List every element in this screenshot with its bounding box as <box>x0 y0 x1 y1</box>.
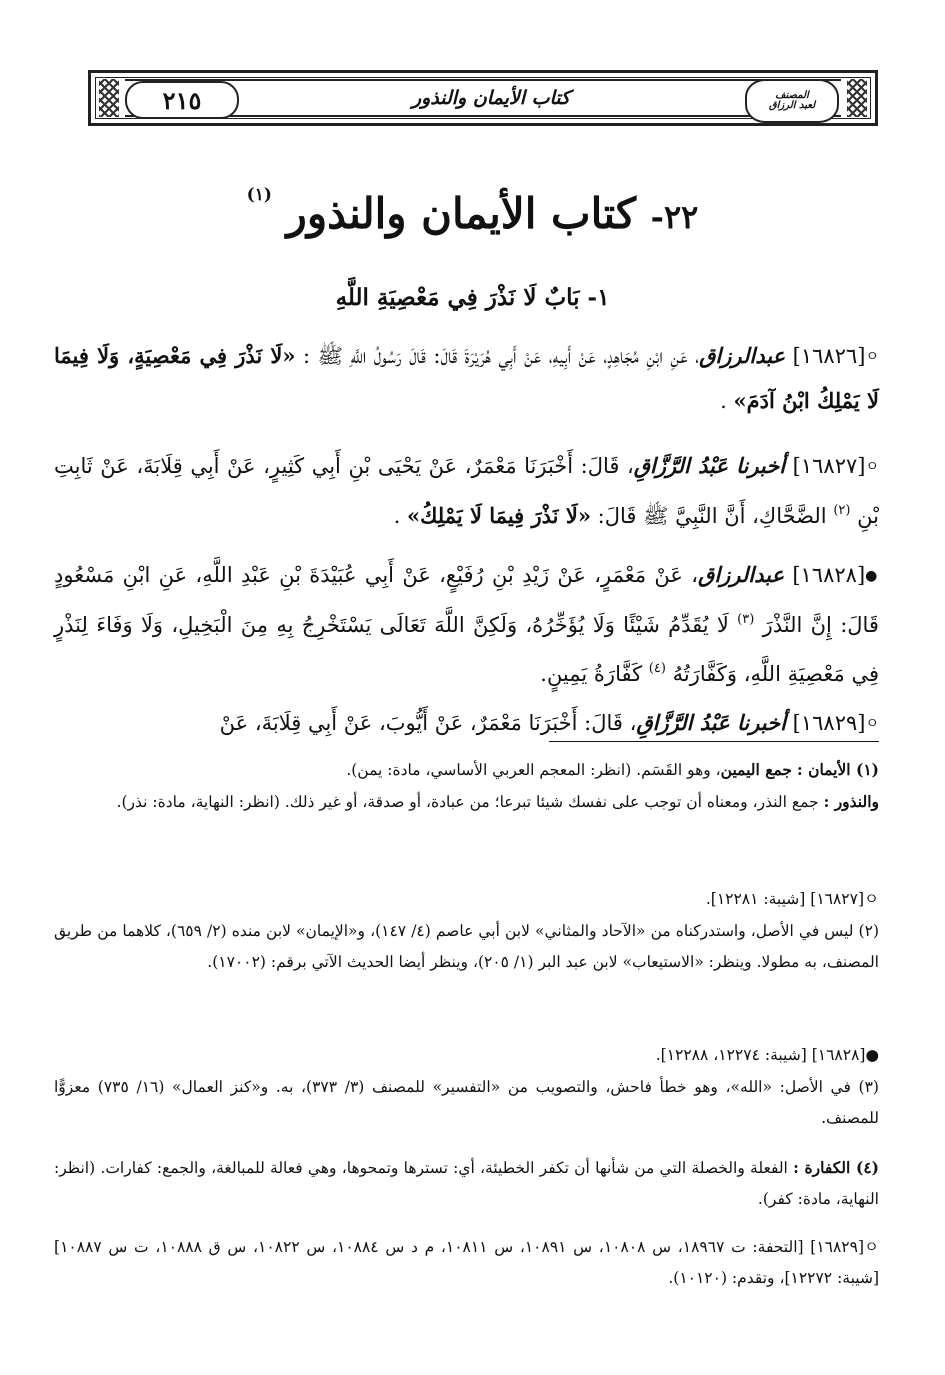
hadith-16826 <box>54 334 879 423</box>
publisher-seal <box>745 79 839 123</box>
footnote-label: ㅇ[١٦٨٢٧] <box>810 890 879 908</box>
hadith-text: ، قَالَ: أَخْبَرَنَا مَعْمَرٌ، عَنْ يَحْيَى بْنِ أَبِي كَثِيرٍ، عَنْ أَبِي قِلَابَةَ، عَنْ ثَابِتِ بْنِ <box>54 454 879 528</box>
hadith-tail: . <box>720 389 727 413</box>
hadith-16828 <box>54 553 879 696</box>
footnote-label: ㅇ[١٦٨٢٩] <box>810 1238 880 1256</box>
footnote-1b <box>54 786 879 818</box>
footnote-ref-16829 <box>54 1232 879 1294</box>
chapter-footnote-ref: (١) <box>246 185 272 205</box>
footnote-label: (٤) الكفارة : <box>793 1158 880 1177</box>
footnote-ref-16828 <box>54 1040 879 1071</box>
hadith-number: [١٦٨٢٧] <box>792 454 866 478</box>
footnote-label: (١) الأيمان : <box>796 760 879 779</box>
hadith-tail: . <box>393 504 401 528</box>
footnote-ref: (٤) <box>648 661 666 676</box>
footnote-label: (٣) <box>858 1078 879 1096</box>
hadith-narrator: أخبرنا عَبْدُ الرَّزَّاقِ <box>633 453 786 478</box>
ornament-right-icon <box>847 79 867 117</box>
footnote-text: ، وهو القَسَم. (انظر: المعجم العربي الأساسي، مادة: يمن). <box>346 761 721 779</box>
hadith-marker: ㅇ <box>865 349 879 365</box>
chapter-title <box>0 185 945 238</box>
page-number: ٢١٥ <box>125 81 239 119</box>
footnote-3 <box>54 1072 879 1134</box>
footnote-text: جمع النذر، ومعناه أن توجب على نفسك شيئا تبرعا؛ من عبادة، أو صدقة، أو غير ذلك. (انظر: النهاية، مادة: نذر). <box>116 793 819 811</box>
hadith-narrator: أخبرنا عَبْدُ الرَّزَّاقِ <box>636 710 786 735</box>
hadith-number: [١٦٨٢٦] <box>792 344 866 368</box>
footnote-text: [شيبة: ١٢٢٨١]. <box>705 890 806 908</box>
hadith-text: ، عَنْ مَعْمَرٍ، عَنْ زَيْدِ بْنِ رُفَيْعٍ، عَنْ أَبِي عُبَيْدَةَ بْنِ عَبْدِ اللَّهِ، عَنِ ابْنِ مَسْعُودٍ قَالَ: إِنَّ النَّذْرَ <box>54 563 879 637</box>
footnote-label: (٢) <box>858 922 879 940</box>
footnote-text: الفعلة والخصلة التي من شأنها أن تكفر الخطيئة، أي: تسترها وتمحوها، وهي فعالة للمبالغة، والجمع: كفارات. (انظر: النهاية، مادة: كفر). <box>54 1159 879 1208</box>
footnote-ref: (٢) <box>833 503 851 518</box>
footnote-text: في الأصل: «الله»، وهو خطأ فاحش، والتصويب من «التفسير» للمصنف (٣/ ٣٧٣)، به. و«كنز العمال» (١٦/ ٧٣٥) معزوًّا للمصنف. <box>54 1078 879 1127</box>
footnote-divider <box>549 741 879 742</box>
hadith-narrator: عبدالرزاق <box>698 562 785 587</box>
footnote-text: [التحفة: ت ١٨٩٦٧، س ١٠٨٠٨، س ١٠٨٩١، س ١٠٨١١، م د س ١٠٨٨٤، س ١٠٨٢٢، س ق ١٠٨٨٨، ت س ١٠٨٨٧] [شيبة: ١٢٢٧٢]، وتقدم: (١٠١٢٠). <box>54 1238 879 1287</box>
chapter-title-text: كتاب الأيمان والنذور <box>286 189 637 238</box>
footnote-text: [شيبة: ١٢٢٧٤، ١٢٢٨٨]. <box>655 1046 807 1064</box>
hadith-text: ، عَنِ ابْنِ مُجَاهِدٍ، عَنْ أَبِيهِ، عَنْ أَبِي هُرَيْرَةَ قَالَ: قَالَ رَسُولُ اللَّهِ ﷺ : <box>303 344 700 368</box>
hadith-quote: «لَا نَذْرَ فِيمَا لَا يَمْلِكُ» <box>406 503 591 528</box>
footnote-label: والنذور : <box>823 792 879 811</box>
footnote-ref-16827 <box>54 884 879 915</box>
hadith-marker: ㅇ <box>865 459 879 475</box>
ornament-left-icon <box>99 79 119 117</box>
footnote-term: جمع اليمين <box>720 760 793 779</box>
hadith-number: [١٦٨٢٩] <box>792 711 866 735</box>
hadith-narrator: عبدالرزاق <box>699 343 786 368</box>
page-header-frame <box>88 70 878 126</box>
footnote-label: ●[١٦٨٢٨] <box>811 1046 879 1064</box>
running-title: كتاب الأيمان والنذور <box>391 83 591 113</box>
section-title: ١- بَابٌ لَا نَذْرَ فِي مَعْصِيَةِ اللَّهِ <box>335 284 610 311</box>
footnote-1 <box>54 754 879 786</box>
hadith-marker: ● <box>865 568 879 584</box>
seal-line1: المصنف <box>775 89 809 101</box>
hadith-quote: «لَا نَذْرَ فِي مَعْصِيَةٍ، وَلَا فِيمَا لَا يَمْلِكُ ابْنُ آدَمَ» <box>54 343 879 413</box>
footnote-2 <box>54 916 879 978</box>
footnote-4 <box>54 1152 879 1215</box>
hadith-text: كَفَّارَةُ يَمِينٍ. <box>540 662 643 686</box>
hadith-text: ، قَالَ: أَخْبَرَنَا مَعْمَرٌ، عَنْ أَيُّوبَ، عَنْ أَبِي قِلَابَةَ، عَنْ <box>219 711 637 735</box>
footnote-text: ليس في الأصل، واستدركناه من «الآحاد والمثاني» لابن أبي عاصم (٤/ ١٤٧)، و«الإيمان» لابن منده (٢/ ٦٥٩)، كلاهما من طريق المصنف، به مطولا. وينظر: «الاستيعاب» لابن عبد البر (١/ ٢٠٥)، وينظر أيضا الحديث الآتي برقم: (١٧٠٠٢). <box>54 922 879 971</box>
chapter-number: ٢٢- <box>650 198 699 236</box>
hadith-text: لَا يُقَدِّمُ شَيْئًا وَلَا يُؤَخِّرُهُ، وَلَكِنَّ اللَّهَ تَعَالَى يَسْتَخْرِجُ بِهِ مِنَ الْبَخِيلِ، وَلَا وَفَاءَ لِنَذْرٍ فِي مَعْصِيَةِ اللَّهِ، وَكَفَّارَتُهُ <box>54 613 879 686</box>
hadith-marker: ㅇ <box>865 716 879 732</box>
hadith-16827 <box>54 444 879 538</box>
seal-line2: لعبد الرزاق <box>768 100 816 111</box>
hadith-16829 <box>54 701 879 746</box>
hadith-text: الضَّحَّاكِ، أَنَّ النَّبِيَّ ﷺ قَالَ: <box>597 504 827 528</box>
hadith-number: [١٦٨٢٨] <box>792 563 866 587</box>
footnote-ref: (٣) <box>737 612 755 627</box>
